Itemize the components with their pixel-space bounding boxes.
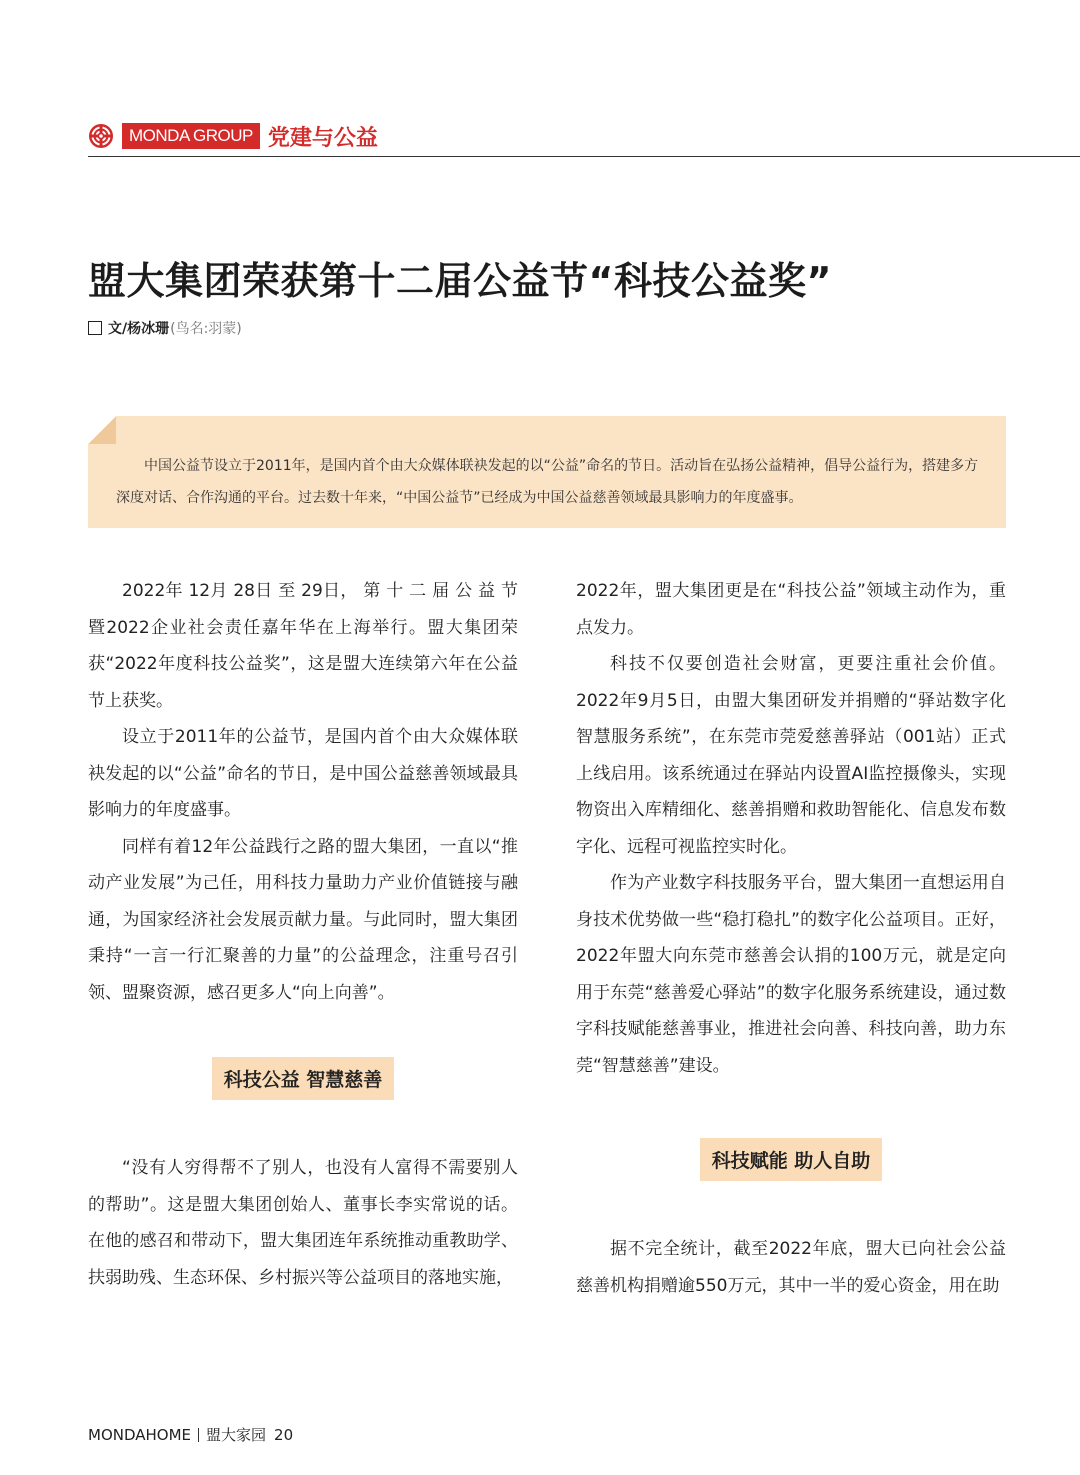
- body-paragraph-continued: 2022年，盟大集团更是在“科技公益”领域主动作为，重点发力。: [576, 581, 1006, 638]
- body-paragraph: 同样有着12年公益践行之路的盟大集团，一直以“推动产业发展”为己任，用科技力量助力产业价值链接与融通，为国家经济社会发展贡献力量。与此同时，盟大集团秉持“一言一行汇聚善的力量”的公益理念，注重号召引领、盟聚资源，感召更多人“向上向善”。: [88, 836, 518, 1003]
- brand-label: MONDA GROUP: [122, 123, 260, 149]
- intro-text: 中国公益节设立于2011年，是国内首个由大众媒体联袂发起的以“公益”命名的节日。活动旨在弘扬公益精神，倡导公益行为，搭建多方深度对话、合作沟通的平台。过去数十年来，“中国公益节”已经成为中国公益慈善领域最具影响力的年度盛事。: [116, 458, 979, 506]
- footer-divider: [198, 1428, 199, 1442]
- byline: [88, 318, 242, 338]
- page-footer: [88, 1424, 293, 1445]
- intro-box: [88, 416, 1006, 528]
- body-paragraph: 设立于2011年的公益节，是国内首个由大众媒体联袂发起的以“公益”命名的节日，是中国公益慈善领域最具影响力的年度盛事。: [88, 727, 518, 820]
- subhead-wrap: [88, 1057, 518, 1100]
- subhead-wrap: [576, 1138, 1006, 1181]
- section-name: 党建与公益: [267, 125, 378, 151]
- square-icon: [88, 321, 102, 335]
- right-column: [576, 573, 1006, 1304]
- section-header: [88, 118, 378, 154]
- body-paragraph: 科技不仅要创造社会财富，更要注重社会价值。2022年9月5日，由盟大集团研发并捐赠的“驿站数字化智慧服务系统”，在东莞市莞爱慈善驿站（001站）正式上线启用。该系统通过在驿站内设置AI监控摄像头，实现物资出入库精细化、慈善捐赠和救助智能化、信息发布数字化、远程可视监控实时化。: [576, 654, 1006, 857]
- body-paragraph: 2022年 12月 28日 至 29日， 第 十 二 届 公 益 节 暨2022企业社会责任嘉年华在上海举行。盟大集团荣获“2022年度科技公益奖”，这是盟大连续第六年在公益节上获奖。: [88, 581, 518, 711]
- byline-author: 文/杨冰珊: [108, 321, 170, 337]
- magazine-name: MONDAHOME: [88, 1425, 192, 1444]
- header-divider: [88, 156, 1080, 157]
- monda-logo-icon: [88, 123, 114, 149]
- body-paragraph: 据不完全统计，截至2022年底，盟大已向社会公益慈善机构捐赠逾550万元，其中一半的爱心资金，用在助: [576, 1239, 1006, 1296]
- body-paragraph: 作为产业数字科技服务平台，盟大集团一直想运用自身技术优势做一些“稳打稳扎”的数字化公益项目。正好，2022年盟大向东莞市慈善会认捐的100万元，就是定向用于东莞“慈善爱心驿站”的数字化服务系统建设，通过数字科技赋能慈善事业，推进社会向善、科技向善，助力东莞“智慧慈善”建设。: [576, 873, 1006, 1076]
- corner-fold-decoration: [88, 416, 116, 444]
- subhead-tech-charity: 科技公益 智慧慈善: [212, 1057, 395, 1100]
- byline-note: (鸟名:羽蒙): [170, 321, 242, 337]
- article-title: 盟大集团荣获第十二届公益节“科技公益奖”: [88, 259, 832, 303]
- magazine-name-cn: 盟大家园: [206, 1426, 267, 1444]
- page-number: 20: [274, 1425, 294, 1444]
- body-paragraph: “没有人穷得帮不了别人，也没有人富得不需要别人的帮助”。这是盟大集团创始人、董事长李实常说的话。在他的感召和带动下，盟大集团连年系统推动重教助学、扶弱助残、生态环保、乡村振兴等公益项目的落地实施，: [88, 1158, 518, 1288]
- left-column: [88, 573, 518, 1296]
- subhead-tech-empower: 科技赋能 助人自助: [700, 1138, 883, 1181]
